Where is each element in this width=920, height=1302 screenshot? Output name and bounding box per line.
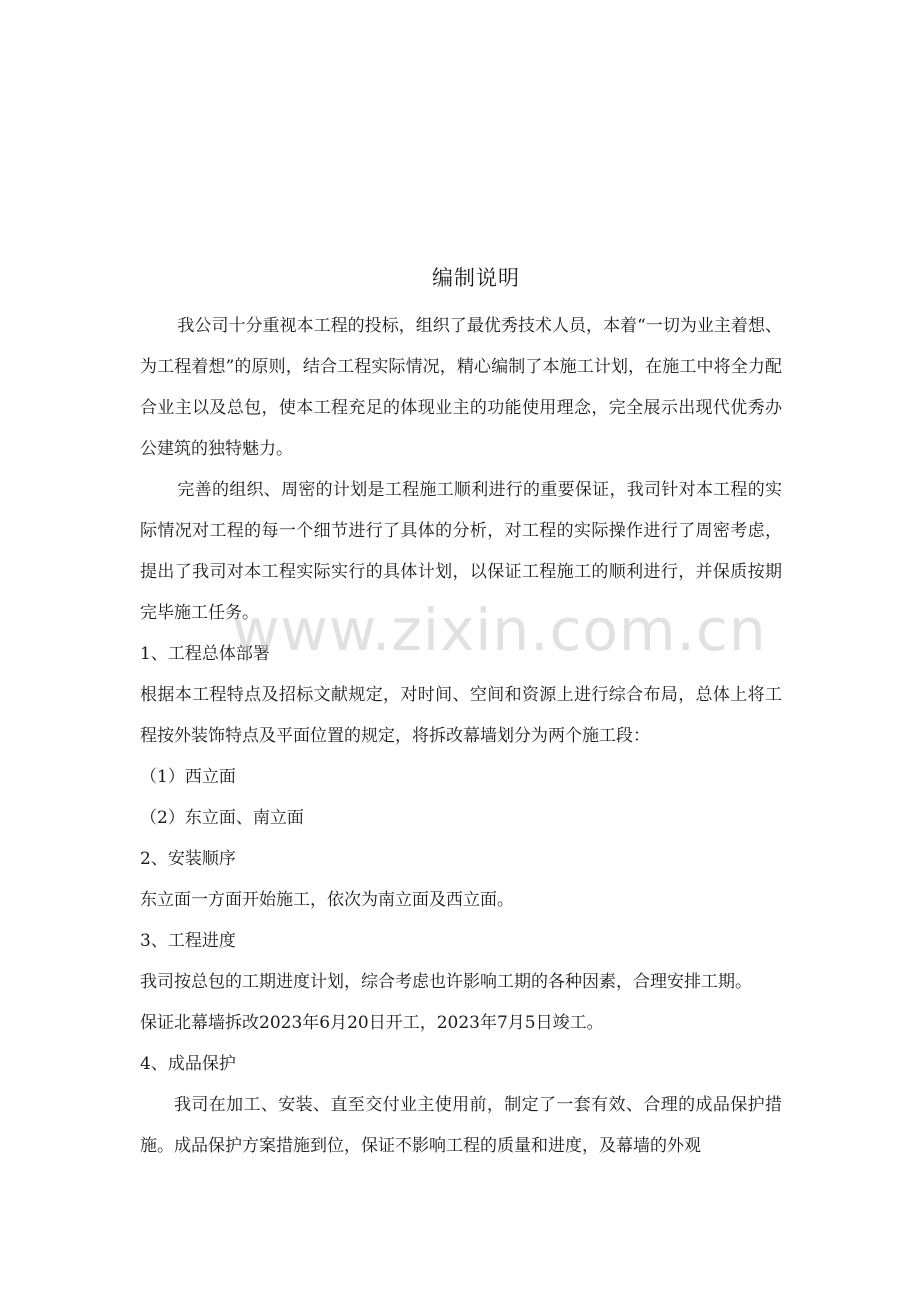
section-2-text: 东立面一方面开始施工，依次为南立面及西立面。 <box>140 890 514 910</box>
section-4-heading: 4、成品保护 <box>140 1054 236 1074</box>
section-1-item-1: （1）西立面 <box>140 767 236 787</box>
section-1-item-2: （2）东立面、南立面 <box>140 808 304 828</box>
section-3-text-2: 保证北幕墙拆改2023年6月20日开工，2023年7月5日竣工。 <box>140 1013 604 1033</box>
section-1-text: 根据本工程特点及招标文献规定，对时间、空间和资源上进行综合布局，总体上将工程按外装饰特点及平面位置的规定，将拆改幕墙划分为两个施工段： <box>140 685 782 746</box>
watermark: www.zixin.com.cn <box>232 596 767 664</box>
section-4-text: 我司在加工、安装、直至交付业主使用前，制定了一套有效、合理的成品保护措施。成品保护方案措施到位，保证不影响工程的质量和进度，及幕墙的外观 <box>140 1095 782 1156</box>
section-3-text-1: 我司按总包的工期进度计划，综合考虑也许影响工期的各种因素，合理安排工期。 <box>140 972 752 992</box>
section-2-heading: 2、安装顺序 <box>140 849 236 869</box>
intro-paragraph-2: 完善的组织、周密的计划是工程施工顺利进行的重要保证，我司针对本工程的实际情况对工程的每一个细节进行了具体的分析，对工程的实际操作进行了周密考虑，提出了我司对本工程实际实行的具体计划，以保证工程施工的顺利进行，并保质按期完毕施工任务。 <box>140 480 782 623</box>
intro-paragraph-1: 我公司十分重视本工程的投标，组织了最优秀技术人员，本着“一切为业主着想、为工程着想”的原则，结合工程实际情况，精心编制了本施工计划，在施工中将全力配合业主以及总包，使本工程充足的体现业主的功能使用理念，完全展示出现代优秀办公建筑的独特魅力。 <box>140 316 782 459</box>
section-3-heading: 3、工程进度 <box>140 931 236 951</box>
section-1-heading: 1、工程总体部署 <box>140 644 270 664</box>
document-title: 编制说明 <box>432 266 520 290</box>
document-body <box>140 306 782 1167</box>
